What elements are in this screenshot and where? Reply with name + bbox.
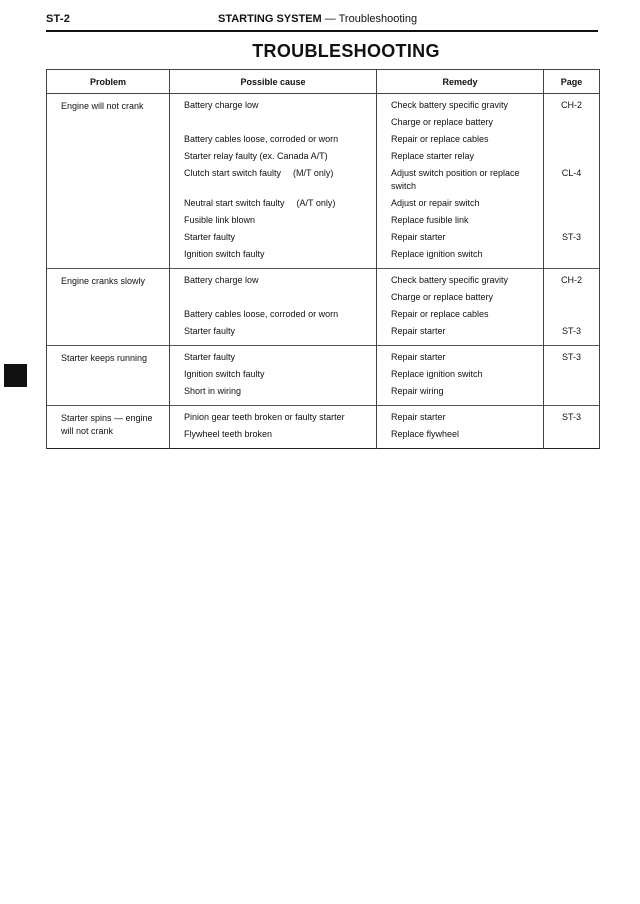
- remedy-line: Replace ignition switch: [391, 369, 483, 379]
- page-reference: [544, 131, 599, 148]
- remedy-line: Repair starter: [391, 232, 446, 242]
- page-reference: [544, 306, 599, 323]
- page-reference: [544, 148, 599, 165]
- remedy-cell: [377, 269, 544, 346]
- page-reference: ST-3: [561, 326, 581, 336]
- problem-cell: Starter keeps running: [47, 346, 170, 406]
- remedy-line: Replace starter relay: [391, 151, 475, 161]
- cause-text: Starter relay faulty (ex. Canada A/T): [184, 151, 328, 161]
- page-cell: [544, 406, 600, 449]
- cause-line: [170, 212, 376, 229]
- section-title: [218, 13, 417, 25]
- page-reference: ST-3: [561, 232, 581, 242]
- cause-cell: [170, 346, 377, 406]
- cause-line: [170, 114, 376, 131]
- cause-text: Battery charge low: [184, 275, 259, 285]
- page-reference: ST-3: [561, 352, 581, 362]
- cause-cell: [170, 406, 377, 449]
- page-title: [0, 41, 640, 62]
- cause-note: (A/T only): [296, 198, 336, 208]
- cause-text: Ignition switch faulty: [184, 369, 265, 379]
- page-reference: CL-4: [561, 168, 582, 178]
- problem-cell: Engine cranks slowly: [47, 269, 170, 346]
- cause-line: [170, 272, 376, 289]
- remedy-line: Repair starter: [391, 326, 446, 336]
- cause-line: [170, 306, 376, 323]
- remedy-line: Replace ignition switch: [391, 249, 483, 259]
- cause-text: Clutch start switch faulty: [184, 168, 282, 178]
- page-reference: ST-3: [561, 412, 581, 422]
- remedy-line: Replace fusible link: [391, 215, 469, 225]
- cause-line: [170, 195, 376, 212]
- cause-note: (M/T only): [293, 168, 334, 178]
- column-header-page: Page: [544, 70, 600, 94]
- cause-line: [170, 409, 376, 426]
- cause-text: Neutral start switch faulty: [184, 198, 285, 208]
- cause-line: [170, 349, 376, 366]
- remedy-cell: [377, 94, 544, 269]
- remedy-line: Charge or replace battery: [391, 117, 494, 127]
- cause-text: Starter faulty: [184, 232, 236, 242]
- page-reference: CH-2: [560, 100, 582, 110]
- cause-line: [170, 426, 376, 443]
- column-header-cause: Possible cause: [170, 70, 377, 94]
- cause-line: [170, 383, 376, 400]
- section-tab-marker: [4, 364, 27, 387]
- page-reference: [544, 383, 599, 400]
- cause-cell: [170, 94, 377, 269]
- remedy-line: Check battery specific gravity: [391, 275, 509, 285]
- cause-line: [170, 246, 376, 263]
- page-reference: [544, 289, 599, 306]
- table-header-row: [47, 70, 600, 94]
- page-code: ST-2: [46, 13, 71, 25]
- remedy-cell: [377, 346, 544, 406]
- cause-line: [170, 131, 376, 148]
- remedy-line: Adjust or repair switch: [391, 198, 480, 208]
- remedy-line: Repair starter: [391, 352, 446, 362]
- page-cell: [544, 94, 600, 269]
- cause-line: [170, 323, 376, 340]
- page-reference: [544, 212, 599, 229]
- remedy-line: Repair wiring: [391, 386, 444, 396]
- page-cell: [544, 346, 600, 406]
- remedy-line: Adjust switch position or replace switch: [391, 168, 520, 191]
- page-reference: [544, 426, 599, 443]
- troubleshooting-table: [46, 69, 600, 449]
- cause-cell: [170, 269, 377, 346]
- page-title-text: TROUBLESHOOTING: [252, 41, 440, 61]
- cause-text: Flywheel teeth broken: [184, 429, 273, 439]
- section-title-bold: STARTING SYSTEM: [218, 13, 322, 25]
- remedy-line: Check battery specific gravity: [391, 100, 509, 110]
- table-row-group: [47, 94, 600, 269]
- table-row-group: [47, 269, 600, 346]
- remedy-line: Repair or replace cables: [391, 309, 489, 319]
- cause-line: [170, 366, 376, 383]
- cause-line: [170, 289, 376, 306]
- section-title-rest: — Troubleshooting: [321, 13, 418, 25]
- cause-text: Ignition switch faulty: [184, 249, 265, 259]
- page-reference: [544, 366, 599, 383]
- cause-line: [170, 148, 376, 165]
- cause-text: Starter faulty: [184, 326, 236, 336]
- remedy-line: Repair starter: [391, 412, 446, 422]
- page-reference: [544, 195, 599, 212]
- remedy-line: Replace flywheel: [391, 429, 460, 439]
- cause-text: Fusible link blown: [184, 215, 256, 225]
- cause-line: [170, 165, 376, 195]
- problem-cell: Starter spins — engine will not crank: [47, 406, 170, 449]
- page-reference: CH-2: [560, 275, 582, 285]
- page-reference: [544, 114, 599, 131]
- page-cell: [544, 269, 600, 346]
- remedy-line: Charge or replace battery: [391, 292, 494, 302]
- cause-text: Battery charge low: [184, 100, 259, 110]
- cause-text: Pinion gear teeth broken or faulty starter: [184, 412, 345, 422]
- table-row-group: [47, 406, 600, 449]
- cause-text: Battery cables loose, corroded or worn: [184, 134, 339, 144]
- problem-cell: Engine will not crank: [47, 94, 170, 269]
- remedy-cell: [377, 406, 544, 449]
- page-reference: [544, 246, 599, 263]
- remedy-line: Repair or replace cables: [391, 134, 489, 144]
- cause-text: Battery cables loose, corroded or worn: [184, 309, 339, 319]
- column-header-remedy: Remedy: [377, 70, 544, 94]
- cause-line: [170, 229, 376, 246]
- page-header: [46, 13, 598, 32]
- table-row-group: [47, 346, 600, 406]
- column-header-problem: Problem: [47, 70, 170, 94]
- cause-text: Short in wiring: [184, 386, 242, 396]
- cause-line: [170, 97, 376, 114]
- cause-text: Starter faulty: [184, 352, 236, 362]
